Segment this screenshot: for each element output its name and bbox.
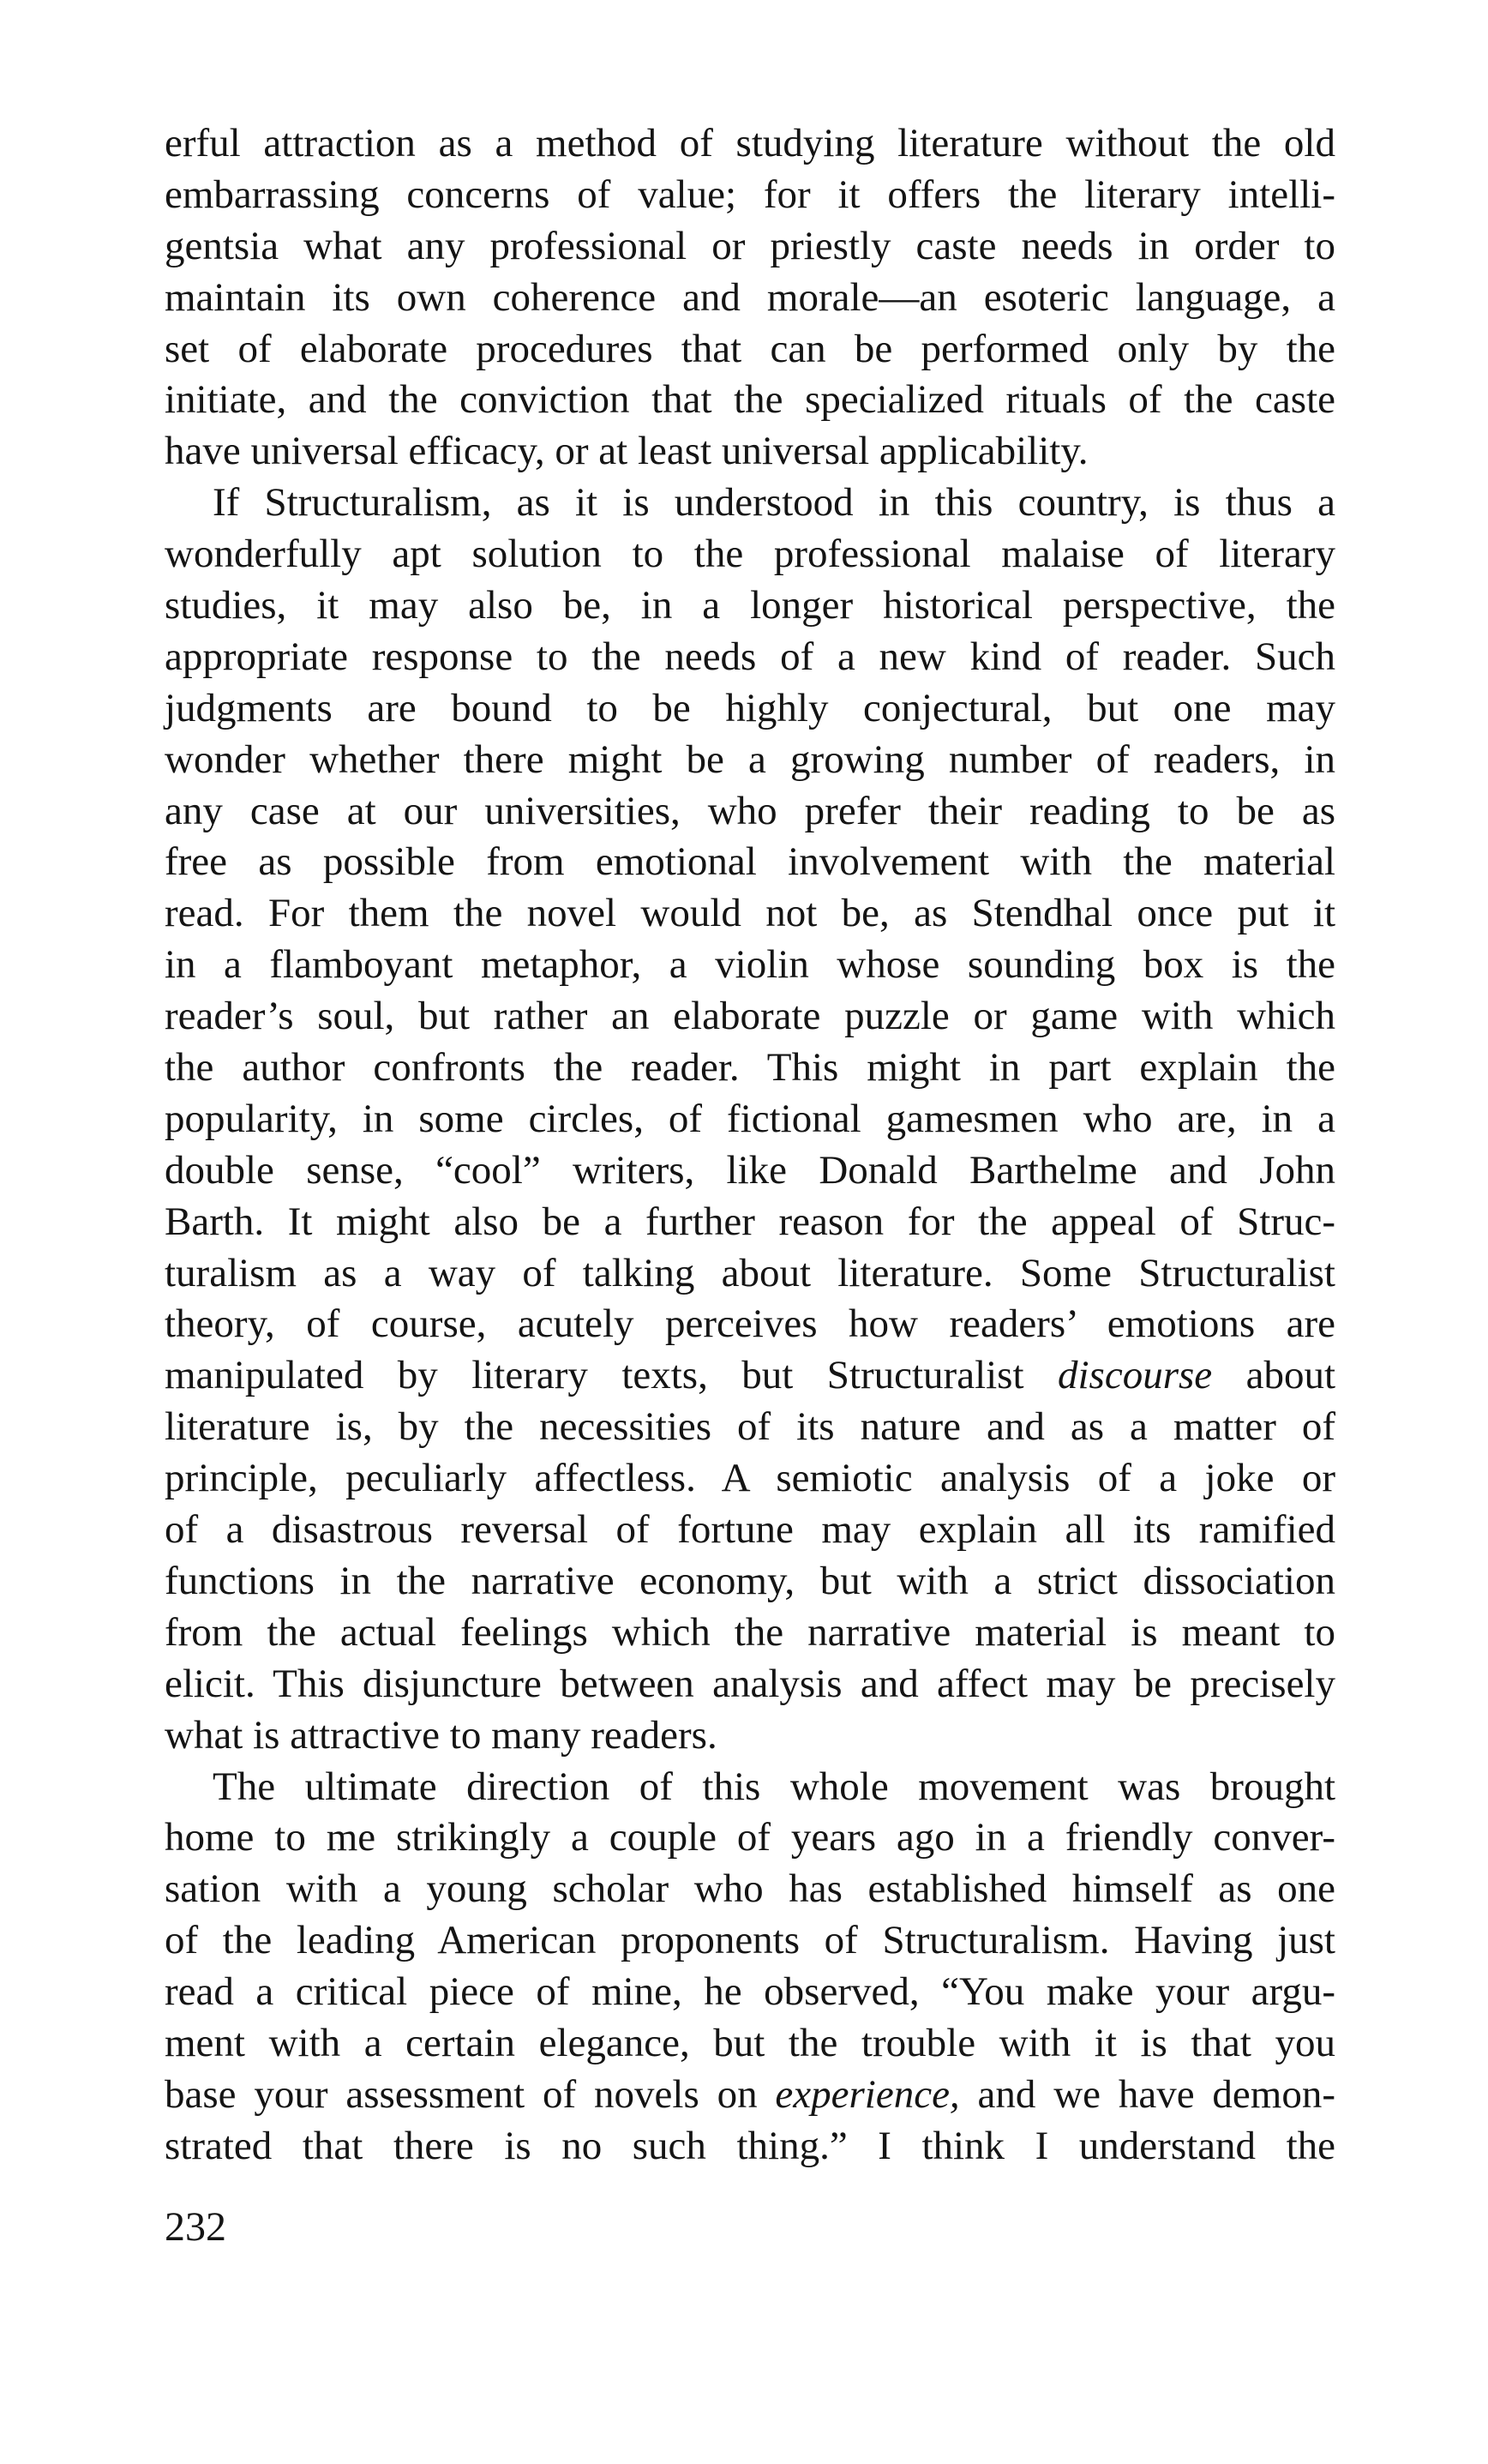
text-line: the author confronts the reader. This might in part explain the xyxy=(165,1045,1335,1091)
body-text xyxy=(165,118,1335,2173)
text-line: from the actual feelings which the narrative material is meant to xyxy=(165,1609,1335,1655)
text-line: read. For them the novel would not be, as Stendhal once put it xyxy=(165,891,1335,936)
text-segment: manipulated by literary texts, but Structuralist xyxy=(165,1353,1058,1398)
text-line: ment with a certain elegance, but the trouble with it is that you xyxy=(165,2020,1335,2065)
text-line: functions in the narrative economy, but with a strict dissociation xyxy=(165,1558,1335,1603)
text-line: judgments are bound to be highly conjectural, but one may xyxy=(165,685,1335,730)
text-line: wonderfully apt solution to the professional malaise of literary xyxy=(165,532,1335,577)
text-line: sation with a young scholar who has established himself as one xyxy=(165,1866,1335,1912)
text-segment: and we have demon- xyxy=(959,2071,1335,2117)
text-line: Barth. It might also be a further reason for the appeal of Struc- xyxy=(165,1199,1335,1244)
text-line: maintain its own coherence and morale—an esoteric language, a xyxy=(165,274,1335,320)
text-line: any case at our universities, who prefer their reading to be as xyxy=(165,788,1335,833)
text-line xyxy=(165,2070,1335,2121)
text-line: home to me strikingly a couple of years ago in a friendly conver- xyxy=(165,1815,1335,1860)
text-line: popularity, in some circles, of fictional gamesmen who are, in a xyxy=(165,1096,1335,1141)
text-line: initiate, and the conviction that the specialized rituals of the caste xyxy=(165,377,1335,423)
text-line: literature is, by the necessities of its nature and as a matter of xyxy=(165,1404,1335,1450)
page-number: 232 xyxy=(165,2204,226,2250)
text-line: studies, it may also be, in a longer historical perspective, the xyxy=(165,583,1335,628)
text-line: set of elaborate procedures that can be performed only by the xyxy=(165,326,1335,371)
text-line: The ultimate direction of this whole movement was brought xyxy=(213,1764,1335,1809)
italic-word: discourse xyxy=(1057,1353,1213,1398)
text-line: principle, peculiarly affectless. A semiotic analysis of a joke or xyxy=(165,1456,1335,1501)
text-line: what is attractive to many readers. xyxy=(165,1712,717,1758)
text-line: in a flamboyant metaphor, a violin whose sounding box is the xyxy=(165,942,1335,988)
text-line: gentsia what any professional or priestly caste needs in order to xyxy=(165,223,1335,268)
text-line: of a disastrous reversal of fortune may explain all its ramified xyxy=(165,1507,1335,1553)
text-line: elicit. This disjuncture between analysis and affect may be precisely xyxy=(165,1661,1335,1706)
text-line: wonder whether there might be a growing number of readers, in xyxy=(165,736,1335,782)
text-line: free as possible from emotional involvement with the material xyxy=(165,839,1335,885)
italic-word: experience, xyxy=(775,2071,960,2117)
text-line: double sense, “cool” writers, like Donald Barthelme and John xyxy=(165,1147,1335,1193)
text-line: reader’s soul, but rather an elaborate puzzle or game with which xyxy=(165,994,1335,1039)
text-line: If Structuralism, as it is understood in this country, is thus a xyxy=(213,480,1335,526)
text-line: have universal efficacy, or at least universal applicability. xyxy=(165,429,1089,474)
text-segment: base your assessment of novels on xyxy=(165,2071,776,2117)
text-line: appropriate response to the needs of a new kind of reader. Such xyxy=(165,634,1335,679)
text-line: embarrassing concerns of value; for it offers the literary intelli- xyxy=(165,171,1335,217)
text-line: read a critical piece of mine, he observed, “You make your argu- xyxy=(165,1969,1335,2015)
text-line: theory, of course, acutely perceives how readers’ emotions are xyxy=(165,1301,1335,1347)
text-segment: about xyxy=(1212,1353,1335,1398)
text-line: strated that there is no such thing.” I think I understand the xyxy=(165,2123,1335,2168)
text-line: of the leading American proponents of Structuralism. Having just xyxy=(165,1918,1335,1963)
text-line: erful attraction as a method of studying literature without the old xyxy=(165,121,1335,165)
text-line: turalism as a way of talking about literature. Some Structuralist xyxy=(165,1250,1335,1295)
text-line xyxy=(165,1350,1335,1402)
